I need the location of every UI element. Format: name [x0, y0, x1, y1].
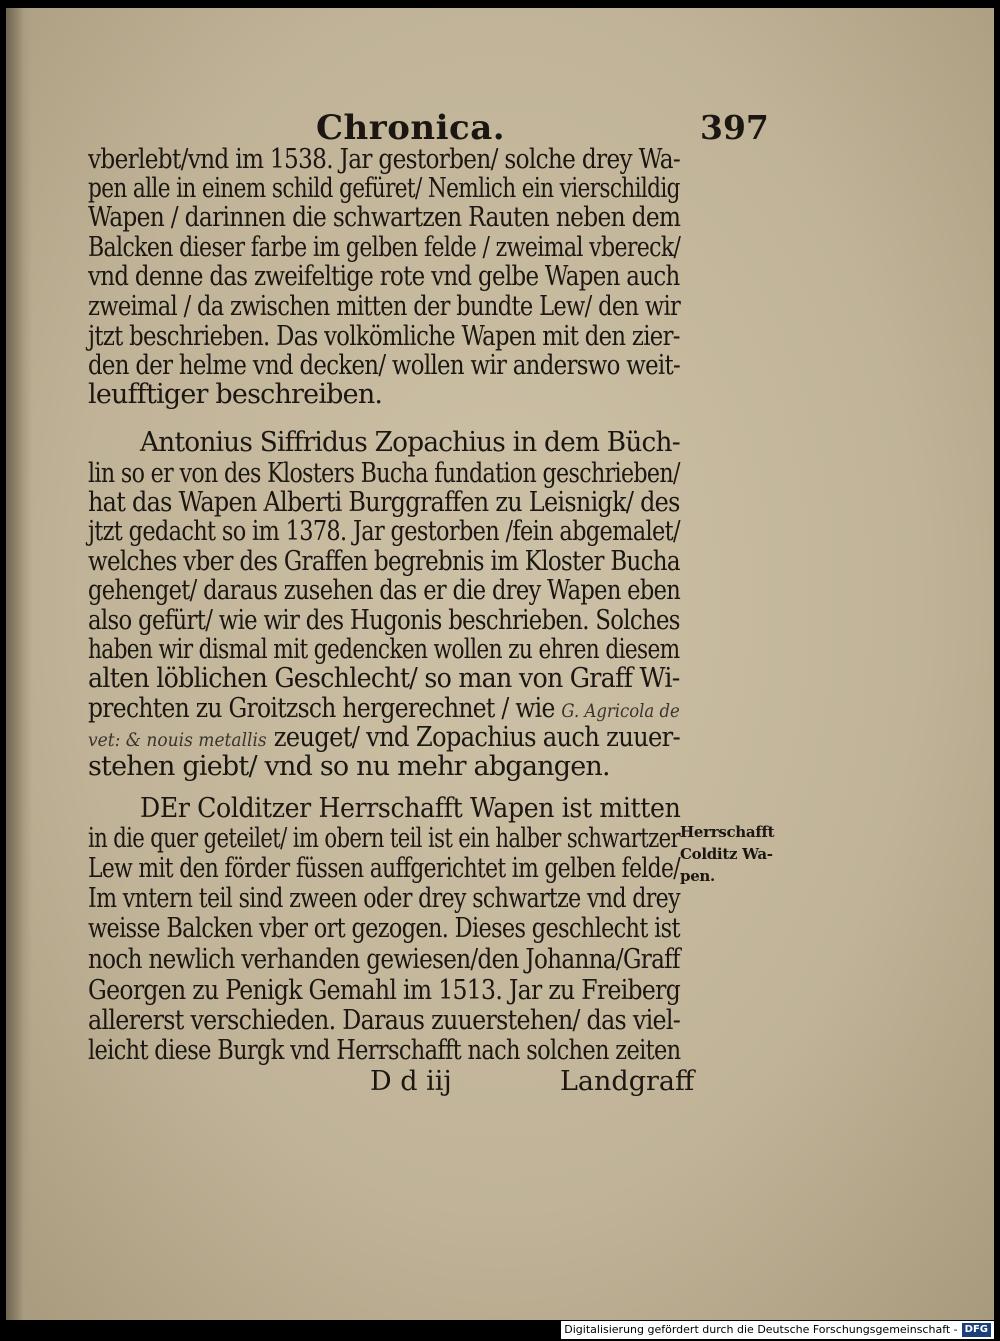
- text-line: zweimal / da zwischen mitten der bundte Lew/ den wir: [88, 291, 681, 322]
- text-line: leufftiger beschreiben.: [88, 379, 383, 410]
- text-line: vberlebt/vnd im 1538. Jar gestorben/ solche drey Wa-: [88, 144, 681, 175]
- latin-citation: G. Agricola de: [561, 700, 680, 722]
- text-line: gehenget/ daraus zusehen das er die drey Wapen eben: [88, 575, 681, 606]
- text-line: vnd denne das zweifeltige rote vnd gelbe Wapen auch: [88, 261, 680, 292]
- footer-text: Digitalisierung gefördert durch die Deutsche Forschungsgemeinschaft -: [564, 1323, 958, 1336]
- margin-note-line: Colditz Wa-: [680, 845, 773, 863]
- page-edge-shadow: [6, 8, 32, 1320]
- text-line: also gefürt/ wie wir des Hugonis beschrieben. Solches: [88, 605, 680, 636]
- text-line: haben wir dismal mit gedencken wollen zu ehren diesem: [88, 634, 680, 665]
- latin-citation: vet: & nouis metallis: [88, 729, 267, 751]
- text-line: lin so er von des Klosters Bucha fundation geschrieben/: [88, 458, 680, 489]
- text-line: Wapen / darinnen die schwartzen Rauten neben dem: [88, 202, 681, 233]
- margin-note-line: Herrschafft: [680, 823, 775, 841]
- catchword: Landgraff: [560, 1066, 695, 1097]
- text-line: weisse Balcken vber ort gezogen. Dieses geschlecht ist: [88, 913, 680, 944]
- text-segment: zeuget/ vnd Zopachius auch zuuer-: [273, 722, 681, 753]
- text-line: noch newlich verhanden gewiesen/den Johanna/Graff: [88, 944, 680, 975]
- text-line: allererst verschieden. Daraus zuuerstehen/ das viel-: [88, 1005, 681, 1036]
- signature-mark: D d iij: [370, 1066, 452, 1097]
- text-line: den der helme vnd decken/ wollen wir anderswo weit-: [88, 350, 681, 381]
- text-line: hat das Wapen Alberti Burggraffen zu Leisnigk/ des: [88, 487, 680, 518]
- footer-credit: [561, 1321, 994, 1339]
- text-line: leicht diese Burgk vnd Herrschafft nach solchen zeiten: [88, 1035, 681, 1066]
- text-line: Lew mit den förder füssen auffgerichtet im gelben felde/: [88, 853, 680, 884]
- dfg-logo: DFG: [962, 1323, 991, 1337]
- text-line: DEr Colditzer Herrschafft Wapen ist mitten: [140, 793, 681, 824]
- text-line: Balcken dieser farbe im gelben felde / zweimal vbereck/: [88, 232, 681, 263]
- text-line: Georgen zu Penigk Gemahl im 1513. Jar zu Freiberg: [88, 975, 681, 1006]
- text-line: stehen giebt/ vnd so nu mehr abgangen.: [88, 751, 610, 782]
- text-line: in die quer geteilet/ im obern teil ist ein halber schwartzer: [88, 823, 680, 854]
- text-line: Antonius Siffridus Zopachius in dem Büch-: [140, 427, 680, 458]
- text-line: pen alle in einem schild gefüret/ Nemlich ein vierschildig: [88, 173, 680, 204]
- running-head-title: Chronica.: [316, 108, 506, 148]
- text-line: alten löblichen Geschlecht/ so man von Graff Wi-: [88, 663, 680, 694]
- text-segment: prechten zu Groitzsch hergerechnet / wie: [88, 693, 555, 724]
- text-line: jtzt gedacht so im 1378. Jar gestorben /fein abgemalet/: [88, 516, 680, 547]
- text-line: Im vntern teil sind zween oder drey schwartze vnd drey: [88, 883, 680, 914]
- page-number: 397: [700, 108, 769, 147]
- text-line: welches vber des Graffen begrebnis im Kloster Bucha: [88, 546, 680, 577]
- text-line: jtzt beschrieben. Das volkömliche Wapen mit den zier-: [88, 321, 680, 352]
- margin-note-line: pen.: [680, 867, 715, 885]
